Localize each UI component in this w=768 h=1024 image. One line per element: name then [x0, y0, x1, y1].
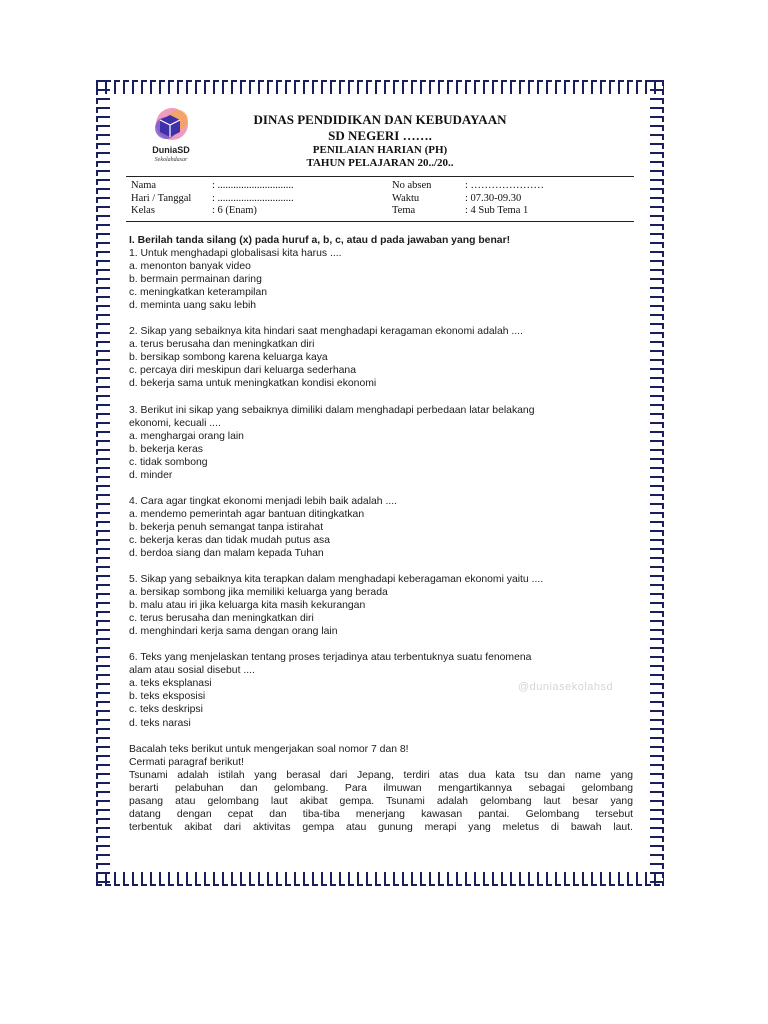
q4-option-a: a. mendemo pemerintah agar bantuan ditingkatkan	[129, 508, 365, 520]
question-2: 2. Sikap yang sebaiknya kita hindari saat menghadapi keragaman ekonomi adalah ....	[129, 326, 523, 338]
header-school: SD NEGERI …….	[328, 128, 432, 143]
q6-option-d: d. teks narasi	[129, 717, 191, 729]
q1-option-b: b. bermain permainan daring	[129, 274, 262, 286]
question-1: 1. Untuk menghadapi globalisasi kita harus ....	[129, 248, 342, 260]
passage-line-2: berarti pelabuhan dan gelombang. Para ilmuwan mengartikannya sebagai gelombang	[129, 782, 633, 794]
q3-option-d: d. minder	[129, 469, 173, 481]
q1-option-a: a. menonton banyak video	[129, 261, 251, 273]
q2-option-c: c. percaya diri meskipun dari keluarga sederhana	[129, 365, 356, 377]
logo-name: DuniaSD	[152, 145, 190, 155]
q2-option-a: a. terus berusaha dan meningkatkan diri	[129, 339, 315, 351]
instruction: I. Berilah tanda silang (x) pada huruf a, b, c, atau d pada jawaban yang benar!	[129, 235, 511, 246]
q2-option-d: d. bekerja sama untuk meningkatkan kondisi ekonomi	[129, 378, 377, 390]
logo-icon	[148, 106, 192, 146]
kelas-label: Kelas	[131, 205, 155, 216]
q6-option-a: a. teks eksplanasi	[129, 678, 212, 690]
exam-body	[129, 234, 633, 834]
nama-field: : .............................	[212, 180, 294, 191]
q4-option-b: b. bekerja penuh semangat tanpa istirahat	[129, 521, 324, 533]
header-year: TAHUN PELAJARAN 20../20..	[306, 157, 454, 169]
q2-option-b: b. bersikap sombong karena keluarga kaya	[129, 352, 328, 364]
waktu-label: Waktu	[392, 193, 420, 204]
header-exam: PENILAIAN HARIAN (PH)	[312, 144, 448, 156]
absen-label: No absen	[392, 180, 432, 191]
passage-line-5: terbentuk akibat dari aktivitas gempa atau gunung merapi yang meletus di bawah laut.	[129, 821, 633, 833]
reading-instruction: Cermati paragraf berikut!	[129, 756, 244, 768]
question-4: 4. Cara agar tingkat ekonomi menjadi lebih baik adalah ....	[129, 495, 398, 507]
passage-line-4: datang dengan cepat dan tiba-tiba menerjang kawasan pantai. Gelombang tersebut	[129, 808, 633, 820]
question-3-line1: 3. Berikut ini sikap yang sebaiknya dimiliki dalam menghadapi perbedaan latar belakang	[129, 404, 535, 416]
passage-line-3: pasang atau gelombang laut akibat gempa. Tsunami adalah gelombang laut besar yang	[129, 795, 633, 807]
question-3-line2: ekonomi, kecuali ....	[129, 417, 221, 429]
tema-field: : 4 Sub Tema 1	[465, 205, 529, 216]
tema-label: Tema	[392, 205, 416, 216]
q6-option-b: b. teks eksposisi	[129, 691, 206, 703]
q5-option-a: a. bersikap sombong jika memiliki keluarga yang berada	[129, 587, 388, 599]
logo	[140, 106, 202, 168]
q5-option-c: c. terus berusaha dan meningkatkan diri	[129, 613, 314, 625]
question-6-line1: 6. Teks yang menjelaskan tentang proses terjadinya atau terbentuknya suatu fenomena	[129, 652, 532, 664]
q5-option-d: d. menghindari kerja sama dengan orang lain	[129, 626, 338, 638]
q3-option-c: c. tidak sombong	[129, 456, 208, 468]
q6-option-c: c. teks deskripsi	[129, 704, 203, 716]
absen-field: : …………………	[465, 180, 545, 191]
watermark: @duniasekolahsd	[518, 681, 614, 693]
passage-line-1: Tsunami adalah istilah yang berasal dari Jepang, terdiri atas dua kata tsu dan name yang	[129, 769, 633, 781]
waktu-field: : 07.30-09.30	[465, 193, 522, 204]
header-agency: DINAS PENDIDIKAN DAN KEBUDAYAAN	[253, 112, 507, 127]
q1-option-c: c. meningkatkan keterampilan	[129, 287, 268, 299]
border-left	[96, 80, 110, 886]
q1-option-d: d. meminta uang saku lebih	[129, 300, 257, 312]
q3-option-a: a. menghargai orang lain	[129, 430, 244, 442]
logo-subtitle: Sekolahdasar	[154, 157, 188, 163]
border-bottom	[96, 872, 664, 886]
question-5: 5. Sikap yang sebaiknya kita terapkan dalam menghadapi keberagaman ekonomi yaitu ....	[129, 574, 544, 586]
border-right	[650, 80, 664, 886]
hari-label: Hari / Tanggal	[131, 193, 192, 204]
reading-intro: Bacalah teks berikut untuk mengerjakan soal nomor 7 dan 8!	[129, 743, 409, 755]
q3-option-b: b. bekerja keras	[129, 443, 203, 455]
question-6-line2: alam atau sosial disebut ....	[129, 665, 255, 677]
divider-top	[126, 176, 634, 177]
kelas-field: : 6 (Enam)	[212, 205, 257, 216]
divider-bottom	[126, 221, 634, 222]
q5-option-b: b. malu atau iri jika keluarga kita masih kekurangan	[129, 600, 366, 612]
nama-label: Nama	[131, 180, 157, 191]
hari-field: : .............................	[212, 193, 294, 204]
q4-option-d: d. berdoa siang dan malam kepada Tuhan	[129, 547, 324, 559]
border-top	[96, 80, 664, 94]
q4-option-c: c. bekerja keras dan tidak mudah putus asa	[129, 534, 331, 546]
